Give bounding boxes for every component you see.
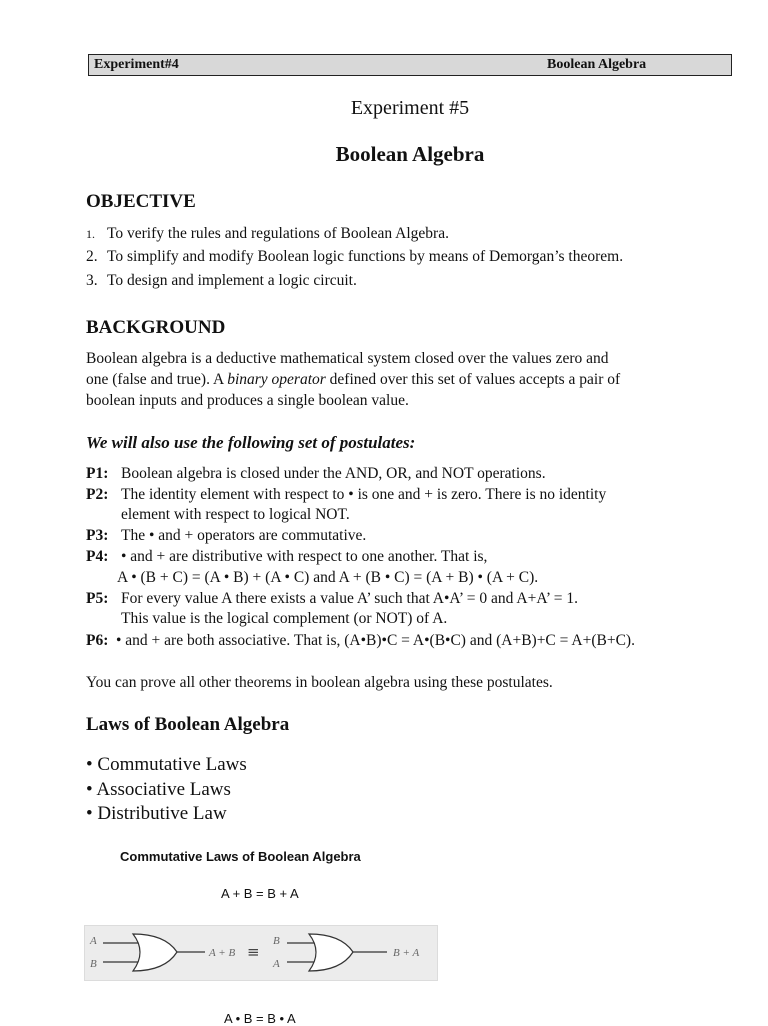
or-gate-1-shape bbox=[133, 934, 177, 971]
page-header bbox=[88, 54, 732, 76]
objective-num-3: 3. bbox=[86, 272, 98, 289]
law-bullet-associative: • Associative Laws bbox=[86, 779, 231, 800]
p4-label: P4: bbox=[86, 548, 109, 565]
p5-label: P5: bbox=[86, 590, 109, 607]
p2-label: P2: bbox=[86, 486, 109, 503]
laws-heading: Laws of Boolean Algebra bbox=[86, 714, 290, 735]
background-line-2 bbox=[86, 371, 620, 389]
gate2-output: B + A bbox=[393, 947, 420, 959]
objective-num-2: 2. bbox=[86, 248, 98, 265]
background-line-1: Boolean algebra is a deductive mathematical system closed over the values zero and bbox=[86, 350, 609, 367]
gate2-input-a: A bbox=[273, 958, 280, 970]
binary-operator-term: binary operator bbox=[227, 371, 326, 388]
background-line-3: boolean inputs and produces a single boolean value. bbox=[86, 392, 409, 409]
p4-text: • and + are distributive with respect to one another. That is, bbox=[121, 548, 488, 565]
background-line-2-pre: one (false and true). A bbox=[86, 371, 228, 388]
or-equation: A + B = B + A bbox=[221, 886, 299, 901]
p3-text: The • and + operators are commutative. bbox=[121, 527, 367, 544]
postulate-p4-formula: A • (B + C) = (A • B) + (A • C) and A + (B • C) = (A + B) • (A + C). bbox=[117, 569, 539, 586]
background-line-2-post: defined over this set of values accepts a pair of bbox=[325, 371, 621, 388]
postulate-p1 bbox=[86, 465, 546, 483]
or-gate-figure bbox=[84, 925, 438, 981]
objective-item-1 bbox=[86, 225, 449, 243]
law-bullet-distributive: • Distributive Law bbox=[86, 803, 227, 824]
header-right: Boolean Algebra bbox=[547, 57, 647, 72]
objective-item-3 bbox=[86, 272, 357, 290]
objective-item-2 bbox=[86, 248, 623, 266]
header-left: Experiment#4 bbox=[94, 57, 179, 72]
objective-text-2: To simplify and modify Boolean logic functions by means of Demorgan’s theorem. bbox=[107, 248, 624, 265]
gate1-output: A + B bbox=[209, 947, 236, 959]
p2-text: The identity element with respect to • is one and + is zero. There is no identity bbox=[121, 486, 607, 503]
postulate-p5 bbox=[86, 590, 578, 608]
or-gate-2-shape bbox=[309, 934, 353, 971]
page-title: Boolean Algebra bbox=[335, 142, 485, 166]
postulate-p2 bbox=[86, 486, 606, 504]
p5-text: For every value A there exists a value A’ such that A•A’ = 0 and A+A’ = 1. bbox=[121, 590, 578, 607]
postulate-p2-continued: element with respect to logical NOT. bbox=[121, 506, 350, 523]
p1-text: Boolean algebra is closed under the AND, OR, and NOT operations. bbox=[121, 465, 546, 482]
objective-text-1: To verify the rules and regulations of Boolean Algebra. bbox=[107, 225, 449, 242]
figure-title: Commutative Laws of Boolean Algebra bbox=[120, 849, 361, 864]
law-bullet-commutative: • Commutative Laws bbox=[86, 754, 247, 775]
gate1-input-a: A bbox=[90, 935, 97, 947]
equivalence-symbol: ≡ bbox=[247, 943, 260, 961]
and-equation: A • B = B • A bbox=[224, 1011, 296, 1026]
objective-num-1: 1. bbox=[86, 227, 95, 241]
gate2-input-b: B bbox=[273, 935, 280, 947]
experiment-number: Experiment #5 bbox=[350, 97, 470, 119]
prove-line: You can prove all other theorems in boolean algebra using these postulates. bbox=[86, 674, 553, 691]
postulate-p3 bbox=[86, 527, 366, 545]
postulate-p6 bbox=[86, 632, 635, 650]
objective-text-3: To design and implement a logic circuit. bbox=[107, 272, 357, 289]
p3-label: P3: bbox=[86, 527, 109, 544]
postulate-p5-continued: This value is the logical complement (or NOT) of A. bbox=[121, 610, 448, 627]
objective-heading: OBJECTIVE bbox=[86, 191, 196, 212]
p6-text: • and + are both associative. That is, (A•B)•C = A•(B•C) and (A+B)+C = A+(B+C). bbox=[116, 632, 635, 649]
background-heading: BACKGROUND bbox=[86, 317, 226, 338]
p1-label: P1: bbox=[86, 465, 109, 482]
p6-label: P6: bbox=[86, 632, 109, 649]
postulates-heading: We will also use the following set of postulates: bbox=[86, 433, 416, 452]
postulate-p4 bbox=[86, 548, 487, 566]
gate1-input-b: B bbox=[90, 958, 97, 970]
